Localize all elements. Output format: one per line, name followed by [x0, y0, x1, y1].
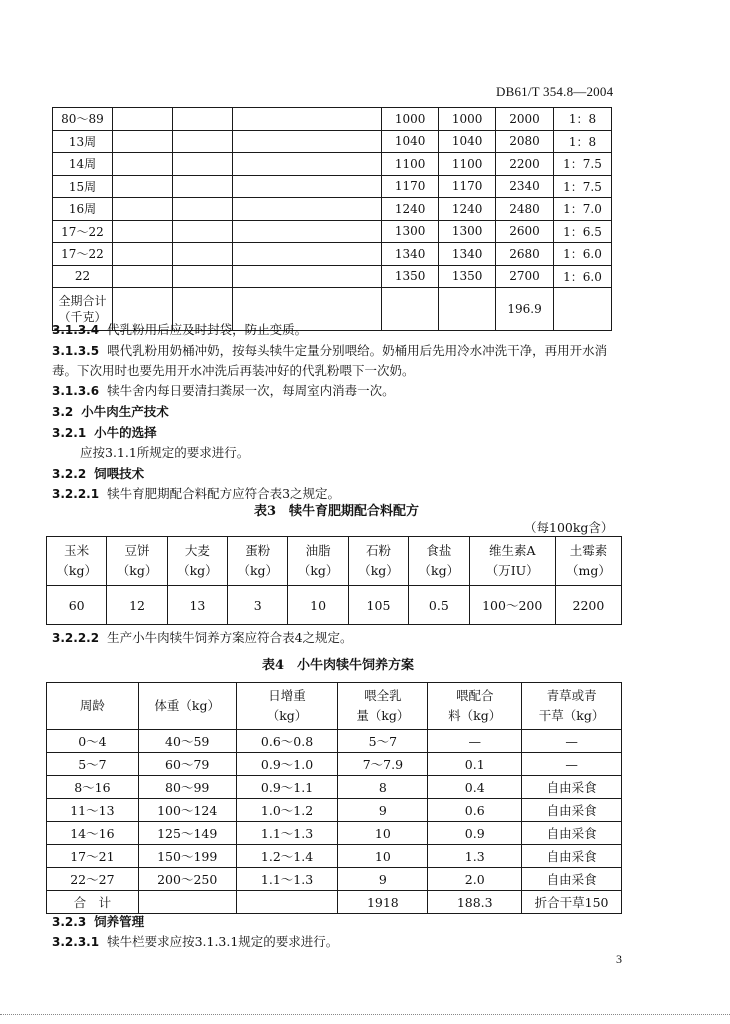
table-cell: 1170 [439, 175, 496, 198]
table-cell: 17～21 [47, 845, 139, 868]
table-cell: 2200 [496, 153, 554, 176]
table-cell: 1300 [382, 220, 439, 243]
table-cell: 1350 [439, 265, 496, 288]
table-cell: 1040 [382, 130, 439, 153]
table3-header-cell [288, 537, 348, 586]
clause-number: 3.2.3.1 [52, 935, 100, 949]
table-cell: 1918 [338, 891, 428, 914]
table3-value-cell: 3 [228, 586, 288, 625]
table-cell: 1：6.0 [554, 243, 612, 266]
table-cell: 1000 [382, 108, 439, 131]
header-unit: （万IU） [485, 563, 539, 578]
table3-header-cell [409, 537, 469, 586]
clause-number: 3.2.2.2 [52, 631, 100, 645]
clause-number: 3.2.2.1 [52, 487, 100, 501]
table-cell [172, 198, 232, 221]
table-cell: — [522, 730, 622, 753]
table4-header-row [47, 683, 622, 730]
clause-number: 3.1.3.4 [52, 323, 100, 337]
section-title: 小牛的选择 [94, 425, 157, 440]
table-cell: 1：6.0 [554, 265, 612, 288]
table-cell [172, 130, 232, 153]
table-cell: 1100 [439, 153, 496, 176]
table-cell: 13周 [53, 130, 113, 153]
table-cell: 自由采食 [522, 776, 622, 799]
table3-value-cell: 60 [47, 586, 107, 625]
table3-header-cell [469, 537, 555, 586]
table-cell [232, 153, 382, 176]
table-cell: 2680 [496, 243, 554, 266]
table-cell: 17～22 [53, 220, 113, 243]
table-cell [172, 108, 232, 131]
table3-value-cell: 0.5 [409, 586, 469, 625]
table-cell: 2080 [496, 130, 554, 153]
table-cell [172, 243, 232, 266]
table-cell: 1.3 [428, 845, 522, 868]
header-unit: （kg） [358, 563, 399, 578]
clause-3-1-3-4 [52, 320, 307, 338]
section-title: 饲喂技术 [94, 466, 145, 481]
section-3-2-3 [52, 912, 144, 930]
table3-value-row [47, 586, 622, 625]
table-cell: 1240 [439, 198, 496, 221]
table-cell: 0.9～1.1 [236, 776, 338, 799]
header-line2: 干草（kg） [538, 708, 605, 723]
header-name: 油脂 [305, 543, 331, 558]
table-cell: 1040 [439, 130, 496, 153]
table-cell [382, 288, 439, 331]
header-unit: （kg） [418, 563, 460, 578]
table-cell: 2600 [496, 220, 554, 243]
table4-header-cell [338, 683, 428, 730]
table-row [53, 153, 612, 176]
header-line1: 体重（kg） [154, 698, 220, 713]
table-cell: 1：7.5 [554, 175, 612, 198]
clause-text: 生产小牛肉犊牛饲养方案应符合表4之规定。 [107, 630, 353, 645]
table-row [53, 198, 612, 221]
table-cell: 5～7 [47, 753, 139, 776]
table-row [47, 730, 622, 753]
table-cell [232, 130, 382, 153]
table-cell: 0.9～1.0 [236, 753, 338, 776]
table-cell [554, 288, 612, 331]
table-row [47, 776, 622, 799]
table-cell: 60～79 [138, 753, 236, 776]
section-3-2-2 [52, 464, 144, 482]
table-cell [232, 243, 382, 266]
table-cell [112, 130, 172, 153]
table-cell: — [522, 753, 622, 776]
table-cell [232, 108, 382, 131]
table-cell: 0.6～0.8 [236, 730, 338, 753]
table-row [47, 891, 622, 914]
table-cell [138, 891, 236, 914]
table-row [47, 868, 622, 891]
table-cell: 1100 [382, 153, 439, 176]
table-cell: 0.6 [428, 799, 522, 822]
table4-header-cell [522, 683, 622, 730]
standard-code: DB61/T 354.8—2004 [496, 84, 614, 99]
table-cell: 2480 [496, 198, 554, 221]
table-cell: 100～124 [138, 799, 236, 822]
clause-text: 代乳粉用后应及时封袋，防止变质。 [107, 322, 308, 337]
table-cell: 0.4 [428, 776, 522, 799]
table-row [53, 243, 612, 266]
header-line1: 日增重 [268, 688, 306, 703]
clause-text: 犊牛育肥期配合料配方应符合表3之规定。 [107, 486, 341, 501]
table-row [47, 845, 622, 868]
section-3-2-1-text [80, 443, 249, 461]
section-3-2-1 [52, 423, 157, 441]
table-cell: 14周 [53, 153, 113, 176]
table-row [47, 822, 622, 845]
clause-3-2-2-2 [52, 628, 353, 646]
table-cell [172, 265, 232, 288]
table-row [47, 753, 622, 776]
clause-number: 3.1.3.5 [52, 344, 100, 358]
header-unit: （kg） [116, 563, 158, 578]
table3-value-cell: 100～200 [469, 586, 555, 625]
table-cell: 自由采食 [522, 868, 622, 891]
clause-text: 喂代乳粉用奶桶冲奶，按每头犊牛定量分别喂给。奶桶用后先用冷水冲洗干净，再用开水消 [107, 343, 608, 358]
table4-header-cell [138, 683, 236, 730]
table-cell: 5～7 [338, 730, 428, 753]
feeding-table-continued [52, 107, 612, 331]
table-cell: 1：7.0 [554, 198, 612, 221]
table3-header-cell [167, 537, 227, 586]
section-title: 饲养管理 [94, 914, 145, 929]
clause-text: 犊牛舍内每日要清扫粪尿一次，每周室内消毒一次。 [107, 383, 395, 398]
table-cell: 1.0～1.2 [236, 799, 338, 822]
table-cell [232, 265, 382, 288]
table-cell [112, 153, 172, 176]
table-row [53, 130, 612, 153]
header-name: 玉米 [64, 543, 90, 558]
table3-header-cell [348, 537, 408, 586]
header-name: 土霉素 [569, 543, 608, 558]
header-unit: （kg） [237, 563, 279, 578]
table3-header-row [47, 537, 622, 586]
table3-value-cell: 12 [107, 586, 167, 625]
total-label-line2: （千克） [58, 310, 107, 324]
page-number: 3 [616, 952, 622, 966]
section-number: 3.2.2 [52, 467, 87, 481]
table-cell: 折合干草150 [522, 891, 622, 914]
header-line1: 周龄 [79, 698, 105, 713]
table-cell: 80～89 [53, 108, 113, 131]
table-cell: 1000 [439, 108, 496, 131]
header-unit: （kg） [177, 563, 218, 578]
table-cell: 1：8 [554, 130, 612, 153]
table-cell: 8 [338, 776, 428, 799]
table-cell: 80～99 [138, 776, 236, 799]
header-line1: 喂全乳 [364, 688, 402, 703]
table-cell: 1300 [439, 220, 496, 243]
header-line2: （kg） [266, 708, 308, 723]
section-number: 3.2.1 [52, 426, 87, 440]
header-line1: 喂配合 [455, 688, 494, 703]
table-cell: 0.9 [428, 822, 522, 845]
clause-text: 毒。下次用时也要先用开水冲洗后再装冲好的代乳粉喂下一次奶。 [52, 363, 415, 378]
clause-text: 犊牛栏要求应按3.1.3.1规定的要求进行。 [107, 934, 339, 949]
header-line2: 料（kg） [448, 708, 502, 723]
table3-value-cell: 10 [288, 586, 348, 625]
table-cell: 1340 [439, 243, 496, 266]
table-cell [172, 153, 232, 176]
table-cell: 2340 [496, 175, 554, 198]
header-unit: （kg） [297, 563, 339, 578]
section-number: 3.2 [52, 405, 74, 419]
header-name: 石粉 [365, 543, 391, 558]
clause-3-1-3-5 [52, 341, 607, 359]
header-name: 豆饼 [124, 543, 150, 558]
table-cell: 0～4 [47, 730, 139, 753]
table-cell: 自由采食 [522, 799, 622, 822]
section-title: 小牛肉生产技术 [81, 404, 169, 419]
table-cell [172, 220, 232, 243]
table-cell: 1340 [382, 243, 439, 266]
header-name: 大麦 [184, 543, 210, 558]
table-cell [112, 108, 172, 131]
table-cell: 22～27 [47, 868, 139, 891]
table-cell: 22 [53, 265, 113, 288]
table-cell: 17～22 [53, 243, 113, 266]
table-cell: 7～7.9 [338, 753, 428, 776]
table-row [53, 265, 612, 288]
table-cell: 1350 [382, 265, 439, 288]
section-number: 3.2.3 [52, 915, 87, 929]
table-cell [112, 175, 172, 198]
table3-header-cell [47, 537, 107, 586]
header-name: 食盐 [426, 543, 452, 558]
table-cell: 14～16 [47, 822, 139, 845]
table-cell: 10 [338, 822, 428, 845]
header-line1: 青草或青 [546, 688, 597, 703]
clause-3-1-3-5-cont [52, 361, 415, 379]
table4-header-cell [236, 683, 338, 730]
table-cell [112, 243, 172, 266]
table3-header-cell [228, 537, 288, 586]
total-label-line1: 全期合计 [58, 294, 107, 308]
table-cell [112, 220, 172, 243]
table4-feeding-plan [46, 682, 622, 914]
header-unit: （kg） [56, 563, 97, 578]
table-cell: 自由采食 [522, 845, 622, 868]
table-cell: 1：6.5 [554, 220, 612, 243]
table-cell: 2.0 [428, 868, 522, 891]
clause-3-1-3-6 [52, 381, 395, 399]
table-cell [232, 198, 382, 221]
table-cell: 2000 [496, 108, 554, 131]
table-cell: 200～250 [138, 868, 236, 891]
clause-text: 应按3.1.1所规定的要求进行。 [80, 445, 250, 460]
clause-number: 3.1.3.6 [52, 384, 100, 398]
table-cell: 9 [338, 868, 428, 891]
table-cell: 15周 [53, 175, 113, 198]
table-cell [232, 220, 382, 243]
table-cell [112, 265, 172, 288]
table-cell: 1：8 [554, 108, 612, 131]
header-unit: （mg） [566, 563, 611, 578]
table3-header-cell [107, 537, 167, 586]
table-cell: 16周 [53, 198, 113, 221]
table-cell: 1170 [382, 175, 439, 198]
table-cell: 1：7.5 [554, 153, 612, 176]
table3-header-cell [555, 537, 621, 586]
table-cell: 188.3 [428, 891, 522, 914]
table-cell: 8～16 [47, 776, 139, 799]
table-row [47, 799, 622, 822]
table-row [53, 108, 612, 131]
table4-header-cell [47, 683, 139, 730]
table4-header-cell [428, 683, 522, 730]
table-cell: 40～59 [138, 730, 236, 753]
table-cell: 合 计 [47, 891, 139, 914]
scan-edge-divider [0, 1014, 730, 1016]
table-cell [112, 198, 172, 221]
table3-unit-note: （每100kg含） [524, 520, 614, 535]
section-3-2 [52, 402, 169, 420]
table-cell: 2700 [496, 265, 554, 288]
table-cell: 11～13 [47, 799, 139, 822]
table3-formula [46, 536, 622, 625]
table-cell: 9 [338, 799, 428, 822]
table3-value-cell: 105 [348, 586, 408, 625]
table-cell: 10 [338, 845, 428, 868]
header-line2: 量（kg） [356, 708, 410, 723]
table-cell: 0.1 [428, 753, 522, 776]
table-cell: 自由采食 [522, 822, 622, 845]
table4-caption: 表4 小牛肉犊牛饲养方案 [262, 658, 415, 673]
table3-value-cell: 13 [167, 586, 227, 625]
table-cell: 1.2～1.4 [236, 845, 338, 868]
table-cell: 1.1～1.3 [236, 822, 338, 845]
table-cell [236, 891, 338, 914]
table-cell: 1240 [382, 198, 439, 221]
table-cell: 1.1～1.3 [236, 868, 338, 891]
table-cell: 125～149 [138, 822, 236, 845]
header-name: 维生素A [488, 543, 536, 558]
table-cell [172, 175, 232, 198]
table-cell: 150～199 [138, 845, 236, 868]
clause-3-2-3-1 [52, 932, 338, 950]
table-row [53, 175, 612, 198]
header-name: 蛋粉 [245, 543, 271, 558]
table3-caption: 表3 犊牛育肥期配合料配方 [254, 504, 420, 519]
table-cell: — [428, 730, 522, 753]
table-cell [439, 288, 496, 331]
table3-value-cell: 2200 [555, 586, 621, 625]
total-value-cell: 196.9 [496, 288, 554, 331]
table-cell [232, 175, 382, 198]
table-row [53, 220, 612, 243]
